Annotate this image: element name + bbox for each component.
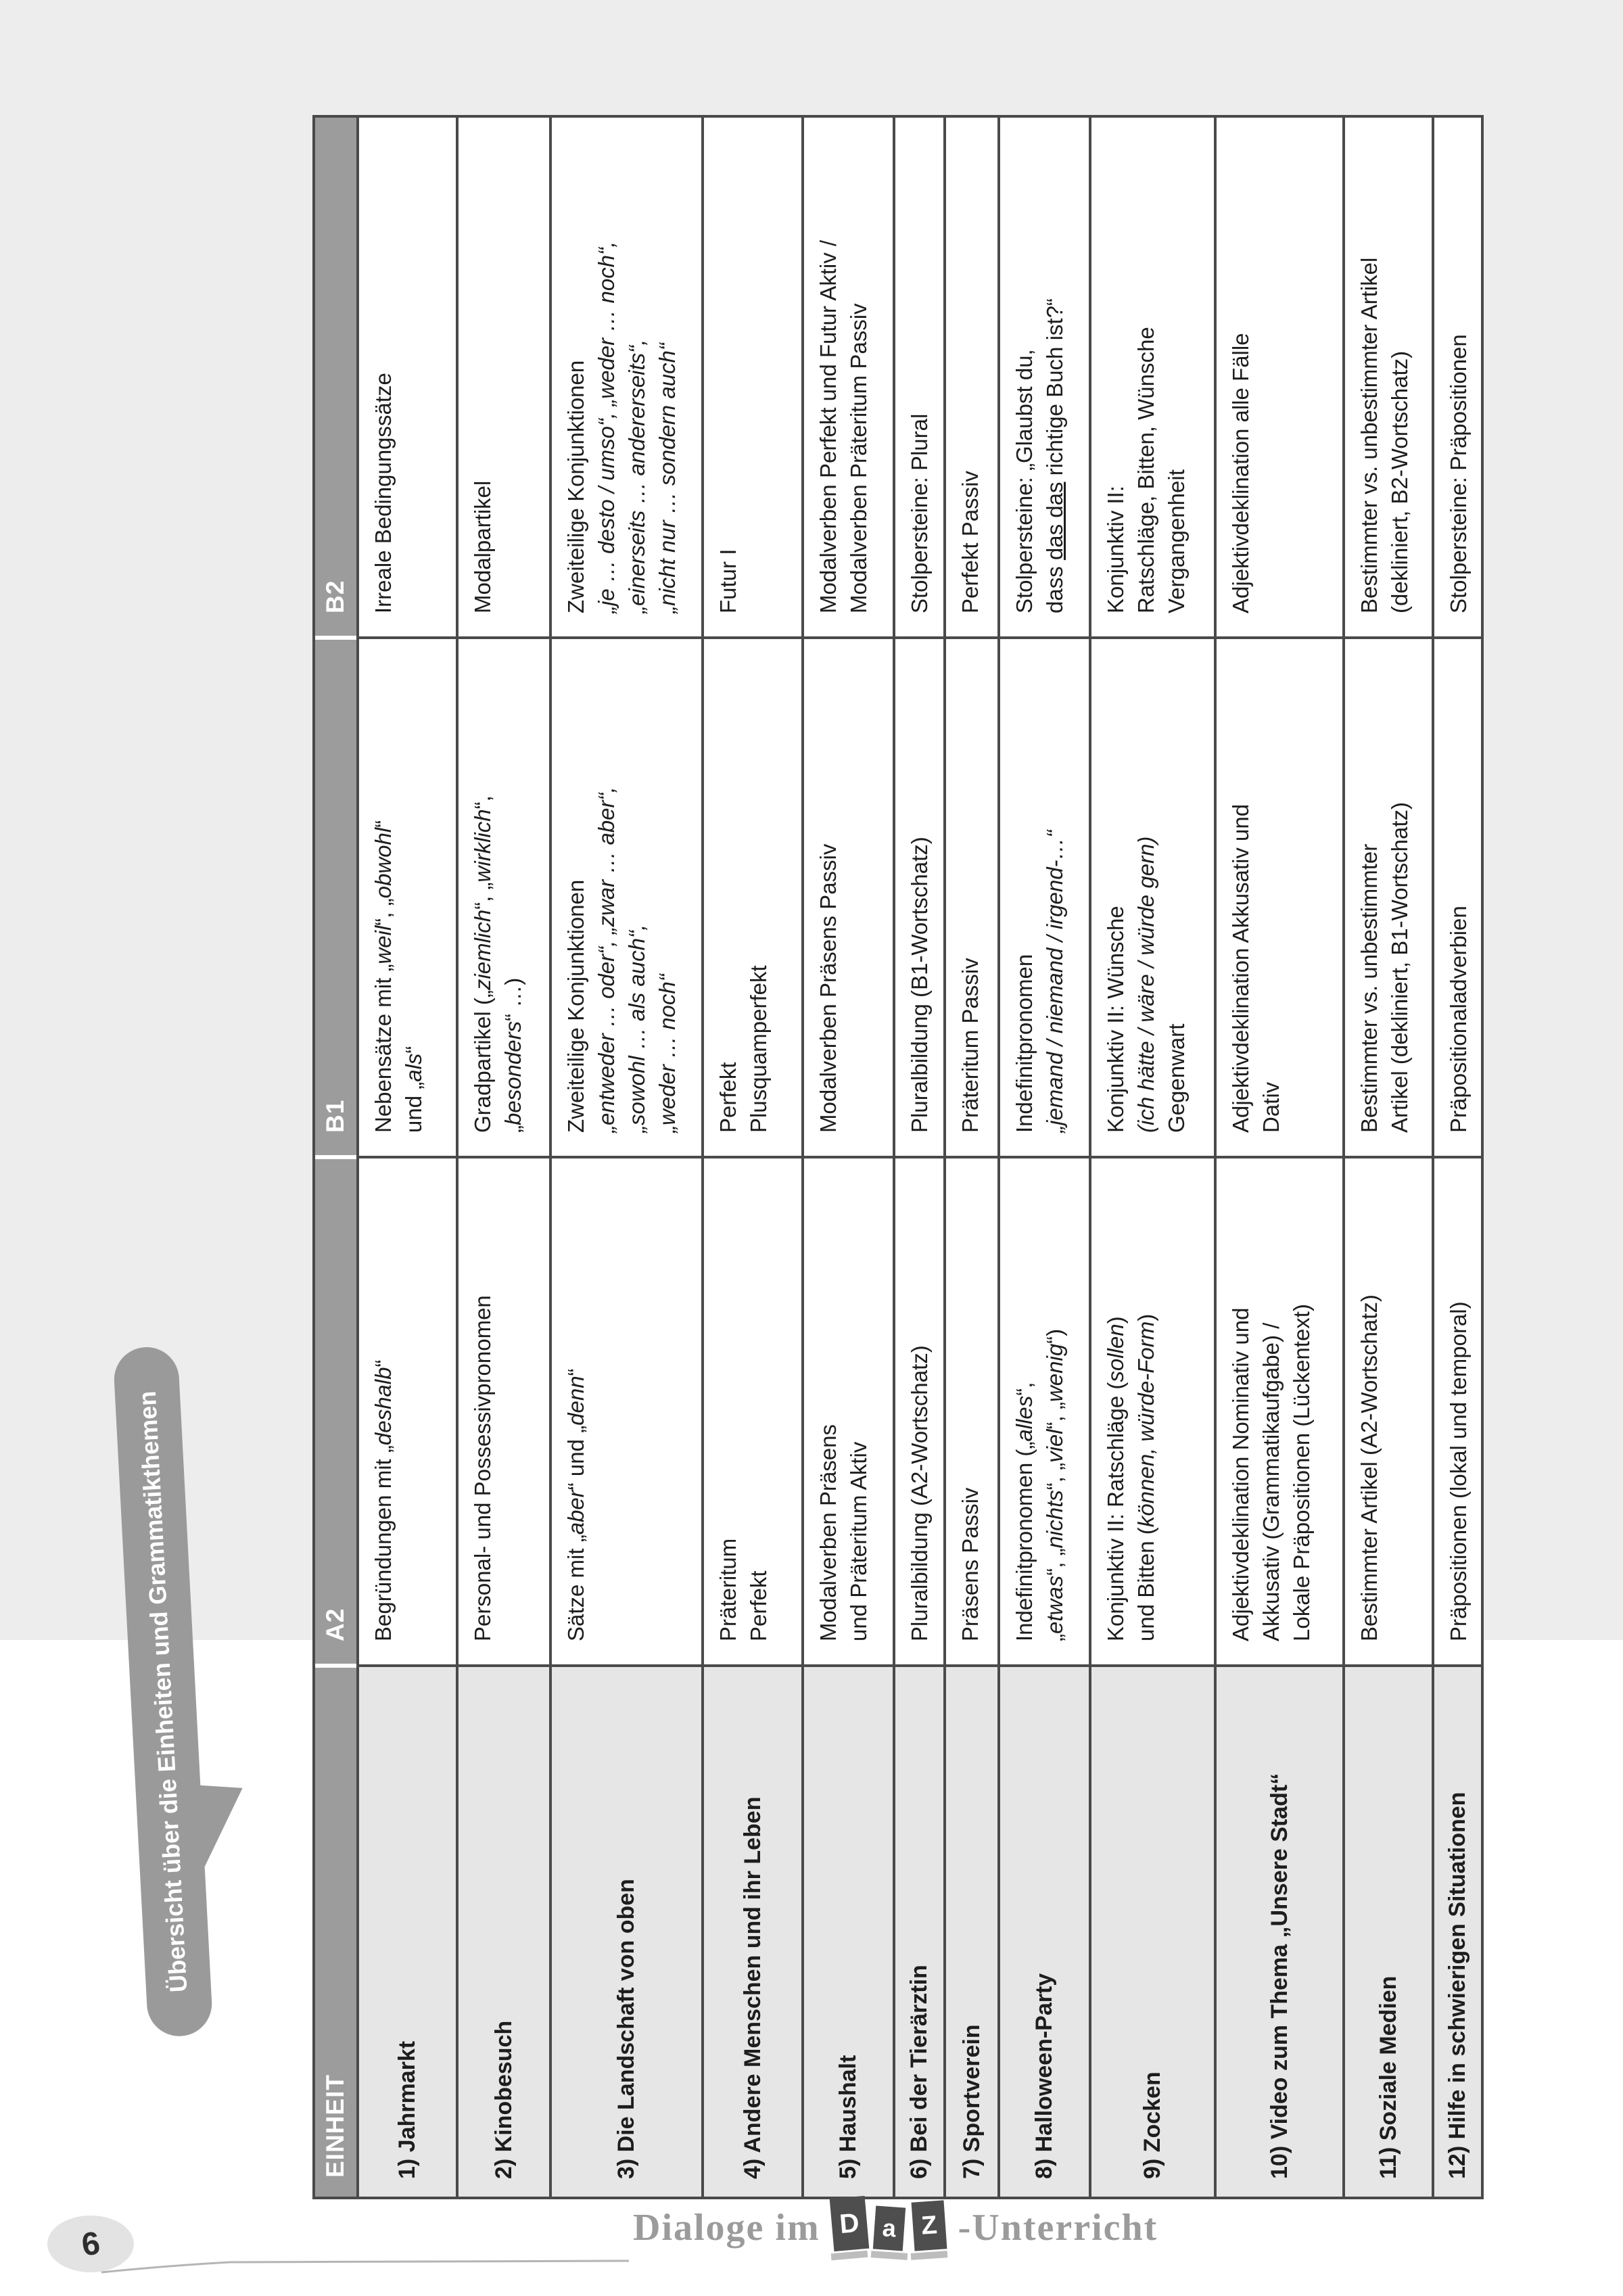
cell-text: Akkusativ (Grammatikaufgabe) / xyxy=(1259,1322,1284,1641)
cell-text: „sowohl … als auch“, xyxy=(624,924,649,1133)
cell-line xyxy=(1009,1163,1039,1641)
cell-text: obwohl xyxy=(371,827,396,899)
cell-line xyxy=(1131,122,1161,613)
cell-text: Zweiteilige Konjunktionen xyxy=(563,360,588,613)
cell-line xyxy=(591,643,621,1133)
cell-text: Pluralbildung (B1-Wortschatz) xyxy=(907,837,932,1133)
cell-b2-unit-10 xyxy=(1217,118,1342,636)
cell-text: „je … desto / umso“, „weder … noch“, xyxy=(594,241,619,613)
cell-text: “, „ xyxy=(470,882,495,910)
cell-text: wirklich xyxy=(470,809,495,883)
cell-text: ) xyxy=(1103,1316,1128,1324)
cell-b2-unit-8 xyxy=(1000,118,1089,636)
cell-line xyxy=(561,643,591,1133)
cell-line xyxy=(467,643,498,1133)
cell-text: Konjunktiv II: Ratschläge ( xyxy=(1103,1382,1128,1641)
cell-a2-unit-3 xyxy=(552,1158,701,1664)
cell-line xyxy=(843,1163,874,1641)
cell-text: „jemand / niemand / irgend-…“ xyxy=(1042,830,1067,1133)
cell-b2-unit-11 xyxy=(1345,118,1432,636)
cell-b2-unit-12 xyxy=(1434,118,1481,636)
cell-text: Adjektivdeklination alle Fälle xyxy=(1228,333,1253,613)
cell-b2-unit-2 xyxy=(458,118,549,636)
cell-text: sollen xyxy=(1103,1323,1128,1382)
cell-text: ziemlich xyxy=(470,909,495,991)
cell-line xyxy=(904,122,935,613)
cell-line xyxy=(955,122,985,613)
cell-text: “ …) xyxy=(500,977,525,1021)
cell-line xyxy=(713,643,743,1133)
cell-text: Sätze mit „ xyxy=(563,1534,588,1641)
cell-text: und Präteritum Aktiv xyxy=(846,1441,871,1641)
cell-text: besonders xyxy=(500,1021,525,1125)
cell-line xyxy=(467,122,498,613)
cell-text: 10) Video zum Thema „Unsere Stadt“ xyxy=(1266,1773,1292,2179)
cell-a2-unit-1 xyxy=(359,1158,456,1664)
cell-line xyxy=(561,1163,591,1641)
cell-text: „weder … noch“ xyxy=(655,974,680,1133)
cell-line xyxy=(1039,643,1070,1133)
unit-name-cell-1 xyxy=(359,1667,456,2197)
logo-tile xyxy=(831,2197,868,2259)
cell-text: nichts xyxy=(1042,1490,1067,1549)
cell-text: Perfekt xyxy=(715,1062,740,1133)
footer-suffix: -Unterricht xyxy=(958,2207,1158,2249)
unit-name-cell-5 xyxy=(804,1667,893,2197)
cell-text: richtige Buch ist?“ xyxy=(1042,298,1067,482)
cell-line xyxy=(1354,122,1384,613)
cell-b2-unit-4 xyxy=(704,118,801,636)
cell-text: Bestimmter vs. unbestimmter xyxy=(1357,843,1382,1133)
logo-tile-shadow xyxy=(870,2251,908,2260)
cell-line xyxy=(813,1163,843,1641)
cell-b1-unit-10 xyxy=(1217,639,1342,1156)
cell-text: Perfekt xyxy=(746,1570,771,1641)
cell-line xyxy=(1009,122,1039,613)
cell-text: Gegenwart xyxy=(1164,1023,1189,1133)
cell-text: Konjunktiv II: xyxy=(1103,486,1128,613)
cell-text: “, „ xyxy=(1042,1402,1067,1430)
cell-a2-unit-4 xyxy=(704,1158,801,1664)
cell-text: Plusquamperfekt xyxy=(746,965,771,1133)
cell-line xyxy=(1139,2071,1166,2179)
unit-name-cell-9 xyxy=(1091,1667,1214,2197)
cell-text: wenig xyxy=(1042,1343,1067,1403)
logo-tile xyxy=(871,2207,908,2259)
cell-text: dass xyxy=(1042,560,1067,613)
bubble-capsule xyxy=(112,1346,213,2038)
bubble-tail xyxy=(193,1782,247,1879)
overview-table xyxy=(312,115,1484,2199)
cell-line xyxy=(1384,643,1415,1133)
cell-text: Dativ xyxy=(1259,1081,1284,1133)
cell-text: Artikel (dekliniert, B1-Wortschatz) xyxy=(1387,801,1412,1133)
cell-a2-unit-10 xyxy=(1217,1158,1342,1664)
header-b1: B1 xyxy=(321,1099,349,1133)
cell-text: Gradpartikel („ xyxy=(470,990,495,1133)
cell-a2-unit-8 xyxy=(1000,1158,1089,1664)
cell-line xyxy=(813,122,843,613)
cell-line xyxy=(1009,643,1039,1133)
cell-line xyxy=(713,1163,743,1641)
cell-text: 7) Sportverein xyxy=(958,2024,985,2179)
unit-name-cell-12 xyxy=(1434,1667,1481,2197)
cell-text: 1) Jahrmarkt xyxy=(394,2040,420,2179)
cell-line xyxy=(1444,1792,1471,2179)
cell-text: Präpositionaladverbien xyxy=(1446,906,1471,1133)
cell-text: Futur I xyxy=(715,548,740,613)
page-number: 6 xyxy=(79,2224,102,2264)
cell-line xyxy=(491,2021,517,2179)
cell-text: Irreale Bedingungssätze xyxy=(371,373,396,613)
cell-line xyxy=(904,1163,935,1641)
cell-text: Stolpersteine: „Glaubst du, xyxy=(1012,349,1037,613)
cell-text: Indefinitpronomen („ xyxy=(1012,1441,1037,1641)
cell-text: und Bitten ( xyxy=(1133,1527,1158,1641)
cell-line xyxy=(1100,122,1131,613)
cell-line xyxy=(813,643,843,1133)
cell-text: Stolpersteine: Plural xyxy=(907,413,932,613)
cell-text: Pluralbildung (A2-Wortschatz) xyxy=(907,1345,932,1641)
cell-line xyxy=(1354,1163,1384,1641)
cell-text: “, xyxy=(470,795,495,810)
footer-prefix: Dialoge im xyxy=(633,2207,820,2249)
header-separator xyxy=(315,1664,356,1668)
unit-name-cell-8 xyxy=(1000,1667,1089,2197)
cell-b1-unit-8 xyxy=(1000,639,1089,1156)
cell-text: “ xyxy=(563,1368,588,1376)
cell-text: etwas xyxy=(1042,1575,1067,1634)
logo-tile-shadow xyxy=(910,2251,947,2260)
header-separator xyxy=(315,636,356,640)
cell-text: Begründungen mit „ xyxy=(371,1445,396,1641)
cell-line xyxy=(904,643,935,1133)
cell-b2-unit-9 xyxy=(1091,118,1214,636)
header-einheit: EINHEIT xyxy=(321,2074,349,2178)
cell-line xyxy=(1256,643,1286,1133)
cell-a2-unit-7 xyxy=(946,1158,997,1664)
cell-text: “ und „ xyxy=(563,1425,588,1491)
cell-line xyxy=(1225,1163,1256,1641)
cell-text: das das xyxy=(1042,482,1067,561)
cell-b1-unit-9 xyxy=(1091,639,1214,1156)
cell-b1-unit-11 xyxy=(1345,639,1432,1156)
cell-a2-unit-11 xyxy=(1345,1158,1432,1664)
cell-text: 6) Bei der Tierärztin xyxy=(906,1965,932,2179)
cell-text: Indefinitpronomen xyxy=(1012,954,1037,1133)
cell-line xyxy=(1225,122,1256,613)
cell-line xyxy=(467,1163,498,1641)
cell-text: Adjektivdeklination Akkusativ und xyxy=(1228,803,1253,1133)
cell-line xyxy=(1354,643,1384,1133)
cell-text: 5) Haushalt xyxy=(835,2055,861,2179)
cell-text: “, xyxy=(1012,1382,1037,1396)
cell-text: “, „ xyxy=(1042,1462,1067,1491)
cell-text: Personal- und Possessivpronomen xyxy=(470,1295,495,1641)
cell-line xyxy=(1267,1773,1293,2179)
cell-line xyxy=(1031,1973,1058,2179)
cell-line xyxy=(398,643,429,1133)
cell-text: Adjektivdeklination Nominativ und xyxy=(1228,1307,1253,1641)
cell-line xyxy=(1100,643,1131,1133)
cell-b2-unit-6 xyxy=(895,118,943,636)
cell-text: “ xyxy=(371,820,396,828)
cell-text: Präsens Passiv xyxy=(958,1487,983,1641)
cell-text: viel xyxy=(1042,1429,1067,1463)
daz-logo xyxy=(831,2197,947,2259)
cell-text: „nicht nur … sondern auch“ xyxy=(655,343,680,613)
cell-text: denn xyxy=(563,1376,588,1426)
cell-a2-unit-6 xyxy=(895,1158,943,1664)
cell-line xyxy=(591,122,621,613)
cell-b2-unit-3 xyxy=(552,118,701,636)
unit-name-cell-11 xyxy=(1345,1667,1432,2197)
cell-text: Modalverben Präteritum Passiv xyxy=(846,303,871,613)
cell-text: und „ xyxy=(401,1081,426,1133)
cell-line xyxy=(740,1797,766,2179)
cell-line xyxy=(955,643,985,1133)
cell-b1-unit-6 xyxy=(895,639,943,1156)
cell-text: Konjunktiv II: Wünsche xyxy=(1103,906,1128,1133)
cell-line xyxy=(368,643,398,1133)
cell-text: 2) Kinobesuch xyxy=(490,2020,517,2179)
page-number-badge xyxy=(47,2216,134,2272)
cell-text: 9) Zocken xyxy=(1139,2071,1165,2179)
cell-line xyxy=(1100,1163,1131,1641)
cell-line xyxy=(1375,1976,1402,2179)
table-header-bar xyxy=(315,118,356,2197)
cell-text: 4) Andere Menschen und ihr Leben xyxy=(739,1796,766,2179)
cell-text: 12) Hilfe in schwierigen Situationen xyxy=(1444,1791,1470,2179)
cell-text: (ich hätte / wäre / würde gern) xyxy=(1133,836,1158,1133)
cell-line xyxy=(1161,643,1192,1133)
cell-line xyxy=(498,643,528,1133)
cell-line xyxy=(1131,643,1161,1133)
cell-text: 3) Die Landschaft von oben xyxy=(613,1879,639,2179)
cell-b1-unit-1 xyxy=(359,639,456,1156)
cell-text: “ xyxy=(401,1046,426,1054)
unit-name-cell-2 xyxy=(458,1667,549,2197)
cell-line xyxy=(835,2055,862,2179)
logo-letter-a: a xyxy=(872,2205,905,2251)
cell-line xyxy=(1039,122,1070,613)
cell-line xyxy=(368,1163,398,1641)
cell-text: Ratschläge, Bitten, Wünsche xyxy=(1133,327,1158,613)
cell-text: Bestimmter Artikel (A2-Wortschatz) xyxy=(1357,1294,1382,1641)
cell-line xyxy=(652,122,682,613)
cell-text: „entweder … oder“, „zwar … aber“, xyxy=(594,787,619,1133)
cell-text: (dekliniert, B2-Wortschatz) xyxy=(1387,350,1412,613)
cell-line xyxy=(1443,1163,1474,1641)
unit-name-cell-3 xyxy=(552,1667,701,2197)
cell-text: 8) Halloween-Party xyxy=(1031,1973,1057,2179)
cell-text: deshalb xyxy=(371,1367,396,1446)
cell-line xyxy=(1039,1163,1070,1641)
cell-text: „einerseits … andererseits“, xyxy=(624,339,649,613)
cell-text: Präpositionen (lokal und temporal) xyxy=(1446,1301,1471,1641)
cell-text: Präteritum xyxy=(715,1538,740,1641)
rotated-table-wrapper xyxy=(312,115,1484,2199)
cell-line xyxy=(743,1163,774,1641)
cell-b1-unit-7 xyxy=(946,639,997,1156)
cell-text: Modalverben Perfekt und Futur Aktiv / xyxy=(816,239,841,613)
cell-a2-unit-9 xyxy=(1091,1158,1214,1664)
cell-b1-unit-4 xyxy=(704,639,801,1156)
cell-text: “) xyxy=(1042,1328,1067,1344)
cell-text: aber xyxy=(563,1490,588,1535)
cell-line xyxy=(1131,1163,1161,1641)
logo-letter-d: D xyxy=(829,2195,869,2251)
unit-name-cell-6 xyxy=(895,1667,943,2197)
cell-line xyxy=(843,122,874,613)
header-separator xyxy=(315,1155,356,1159)
unit-name-cell-4 xyxy=(704,1667,801,2197)
cell-line xyxy=(713,122,743,613)
cell-text: Perfekt Passiv xyxy=(958,471,983,613)
cell-line xyxy=(1286,1163,1317,1641)
footer xyxy=(633,2197,1158,2259)
cell-b1-unit-5 xyxy=(804,639,893,1156)
cell-text: als xyxy=(401,1053,426,1082)
cell-line xyxy=(959,2024,985,2179)
cell-text: Vergangenheit xyxy=(1164,469,1189,613)
cell-text: alles xyxy=(1012,1395,1037,1442)
cell-a2-unit-5 xyxy=(804,1158,893,1664)
cell-text: Stolpersteine: Präpositionen xyxy=(1446,334,1471,613)
cell-line xyxy=(1443,122,1474,613)
unit-name-cell-7 xyxy=(946,1667,997,2197)
cell-line xyxy=(1161,122,1192,613)
cell-text: weil xyxy=(371,925,396,964)
cell-text: Modalverben Präsens xyxy=(816,1424,841,1641)
cell-line xyxy=(1384,122,1415,613)
cell-text: „ xyxy=(1042,1634,1067,1641)
cell-text: Modalpartikel xyxy=(470,480,495,613)
cell-line xyxy=(1256,1163,1286,1641)
cell-text: “ xyxy=(371,1359,396,1367)
cell-text: Lokale Präpositionen (Lückentext) xyxy=(1289,1304,1314,1641)
cell-b1-unit-3 xyxy=(552,639,701,1156)
logo-tile-shadow xyxy=(830,2250,868,2260)
cell-a2-unit-12 xyxy=(1434,1158,1481,1664)
cell-text: “, „ xyxy=(371,898,396,926)
cell-line xyxy=(561,122,591,613)
cell-text: können, würde-Form xyxy=(1133,1321,1158,1528)
cell-text: Modalverben Präsens Passiv xyxy=(816,843,841,1133)
header-a2: A2 xyxy=(321,1608,349,1641)
logo-letter-z: Z xyxy=(911,2200,947,2251)
cell-line xyxy=(621,643,652,1133)
cell-b1-unit-12 xyxy=(1434,639,1481,1156)
cell-b2-unit-7 xyxy=(946,118,997,636)
cell-line xyxy=(906,1965,933,2179)
cell-text: 11) Soziale Medien xyxy=(1375,1975,1401,2179)
cell-a2-unit-2 xyxy=(458,1158,549,1664)
cell-text: Nebensätze mit „ xyxy=(371,964,396,1133)
cell-text: ) xyxy=(1133,1313,1158,1321)
cell-text: „ xyxy=(500,1125,525,1133)
cell-text: Zweiteilige Konjunktionen xyxy=(563,879,588,1133)
cell-line xyxy=(1225,643,1256,1133)
cell-line xyxy=(1443,643,1474,1133)
cell-b2-unit-1 xyxy=(359,118,456,636)
cell-line xyxy=(621,122,652,613)
cell-b2-unit-5 xyxy=(804,118,893,636)
bubble-label: Übersicht über die Einheiten und Grammatikthemen xyxy=(133,1390,193,1993)
cell-line xyxy=(368,122,398,613)
cell-line xyxy=(613,1879,640,2179)
cell-text: “, „ xyxy=(1042,1548,1067,1576)
header-b2: B2 xyxy=(321,580,349,613)
cell-b1-unit-2 xyxy=(458,639,549,1156)
cell-text: Präteritum Passiv xyxy=(958,958,983,1133)
cell-text: Bestimmter vs. unbestimmter Artikel xyxy=(1357,257,1382,613)
cell-line xyxy=(743,643,774,1133)
cell-line xyxy=(652,643,682,1133)
logo-tile xyxy=(911,2201,947,2259)
unit-name-cell-10 xyxy=(1217,1667,1342,2197)
cell-line xyxy=(955,1163,985,1641)
cell-line xyxy=(394,2041,421,2179)
